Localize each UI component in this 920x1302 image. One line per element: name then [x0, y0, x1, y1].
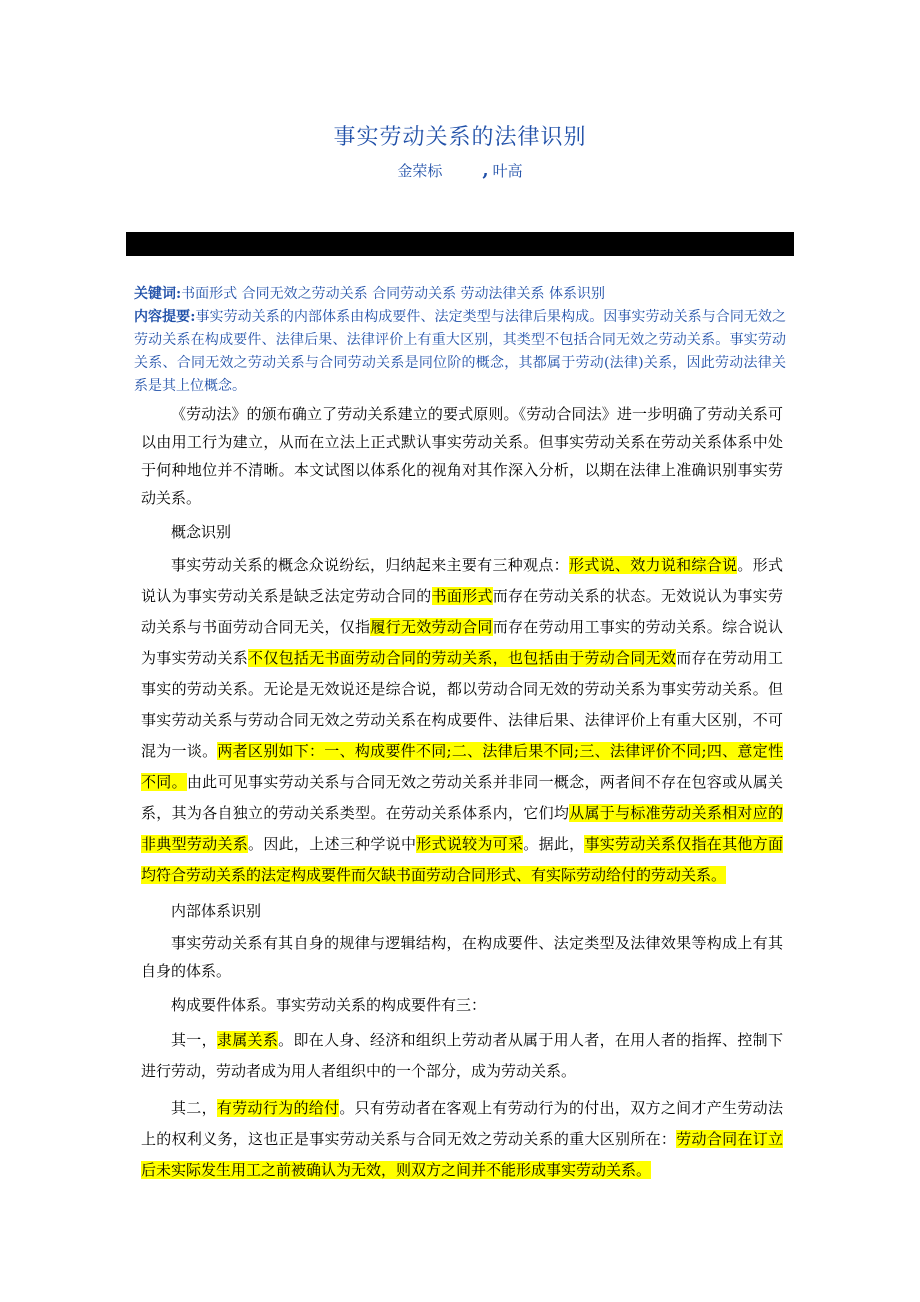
section-heading-concept: 概念识别: [171, 523, 232, 541]
text-run: 而存在劳动用工事实的劳动关系。无论是无效说还是综合说，都以劳动合同无效的劳动关系为事实劳动关系。但事实劳动关系与劳动合同无效之劳动关系在构成要件、法律后果、法律评价上有重大区别，不可混为一谈。: [141, 649, 783, 760]
element-one-paragraph: [141, 1025, 783, 1087]
document-title: 事实劳动关系的法律识别: [333, 125, 587, 150]
concept-paragraph: [141, 550, 783, 891]
text-run: 。形式说认为事实劳动关系是缺乏法定劳动合同的: [141, 556, 783, 605]
keywords-text: 书面形式 合同无效之劳动关系 合同劳动关系 劳动法律关系 体系识别: [181, 286, 605, 302]
summary-text: 事实劳动关系的内部体系由构成要件、法定类型与法律后果构成。因事实劳动关系与合同无效之劳动关系在构成要件、法律后果、法律评价上有重大区别，其类型不包括合同无效之劳动关系。事实劳动关系、合同无效之劳动关系与合同劳动关系是同位阶的概念，其都属于劳动(法律)关系，因此劳动法律关系是其上位概念。: [134, 309, 787, 394]
highlight-run: 履行无效劳动合同: [370, 618, 493, 636]
elements-paragraph: 构成要件体系。事实劳动关系的构成要件有三：: [171, 996, 487, 1014]
author-first: 金荣标: [397, 162, 443, 180]
text-run: 。据此，: [523, 835, 585, 853]
highlight-run: 劳动合同在订立后未实际发生用工之前被确认为无效，则双方之间并不能形成事实劳动关系。: [141, 1130, 783, 1179]
highlight-run: 从属于与标准劳动关系相对应的非典型劳动关系: [141, 804, 783, 853]
system-paragraph: 事实劳动关系有其自身的规律与逻辑结构，在构成要件、法定类型及法律效果等构成上有其自身的体系。: [141, 934, 783, 980]
text-run: 其二，: [171, 1099, 217, 1117]
text-run: 。只有劳动者在客观上有劳动行为的付出，双方之间才产生劳动法上的权利义务，这也正是事实劳动关系与合同无效之劳动关系的重大区别所在：: [141, 1099, 783, 1148]
text-run: 其一，: [171, 1031, 217, 1049]
section-heading-internal-system: 内部体系识别: [171, 902, 262, 920]
highlight-run: 事实劳动关系仅指在其他方面均符合劳动关系的法定构成要件而欠缺书面劳动合同形式、有实际劳动给付的劳动关系。: [141, 835, 783, 884]
text-run: 。因此，上述三种学说中: [248, 835, 417, 853]
summary-label: 内容提要:: [134, 309, 196, 325]
abstract-block: [134, 283, 786, 398]
author-second: 叶高: [492, 162, 523, 180]
text-run: 而存在劳动用工事实的劳动关系。综合说认为事实劳动关系: [141, 618, 783, 667]
text-run: 事实劳动关系的概念众说纷纭，归纳起来主要有三种观点：: [171, 556, 569, 574]
author-line: [0, 160, 920, 181]
highlight-run: 不仅包括无书面劳动合同的劳动关系，也包括由于劳动合同无效: [248, 649, 677, 667]
text-run: 由此可见事实劳动关系与合同无效之劳动关系并非同一概念，两者间不存在包容或从属关系，其为各自独立的劳动关系类型。在劳动关系体系内，它们均: [141, 773, 783, 822]
highlight-run: 两者区别如下：一、构成要件不同;二、法律后果不同;三、法律评价不同;四、意定性不同。: [141, 742, 783, 791]
article-body: [141, 400, 783, 1186]
keywords-line: [134, 283, 786, 306]
keywords-label: 关键词:: [134, 286, 182, 302]
text-run: 而存在劳动关系的状态。无效说认为事实劳动关系与书面劳动合同无关，仅指: [141, 587, 783, 636]
redaction-bar: [126, 232, 794, 256]
author-separator: ,: [482, 160, 489, 181]
highlight-run: 形式说、效力说和综合说: [568, 556, 738, 574]
highlight-run: 隶属关系: [216, 1031, 279, 1049]
highlight-run: 有劳动行为的给付: [216, 1099, 340, 1117]
intro-paragraph: 《劳动法》的颁布确立了劳动关系建立的要式原则。《劳动合同法》进一步明确了劳动关系可以由用工行为建立，从而在立法上正式默认事实劳动关系。但事实劳动关系在劳动关系体系中处于何种地位并不清晰。本文试图以体系化的视角对其作深入分析，以期在法律上准确识别事实劳动关系。: [141, 405, 783, 507]
summary-paragraph: [134, 306, 786, 398]
highlight-run: 书面形式: [431, 587, 493, 605]
highlight-run: 形式说较为可采: [416, 835, 524, 853]
element-two-paragraph: [141, 1093, 783, 1186]
text-run: 。即在人身、经济和组织上劳动者从属于用人者，在用人者的指挥、控制下进行劳动，劳动者成为用人者组织中的一个部分，成为劳动关系。: [141, 1031, 783, 1080]
